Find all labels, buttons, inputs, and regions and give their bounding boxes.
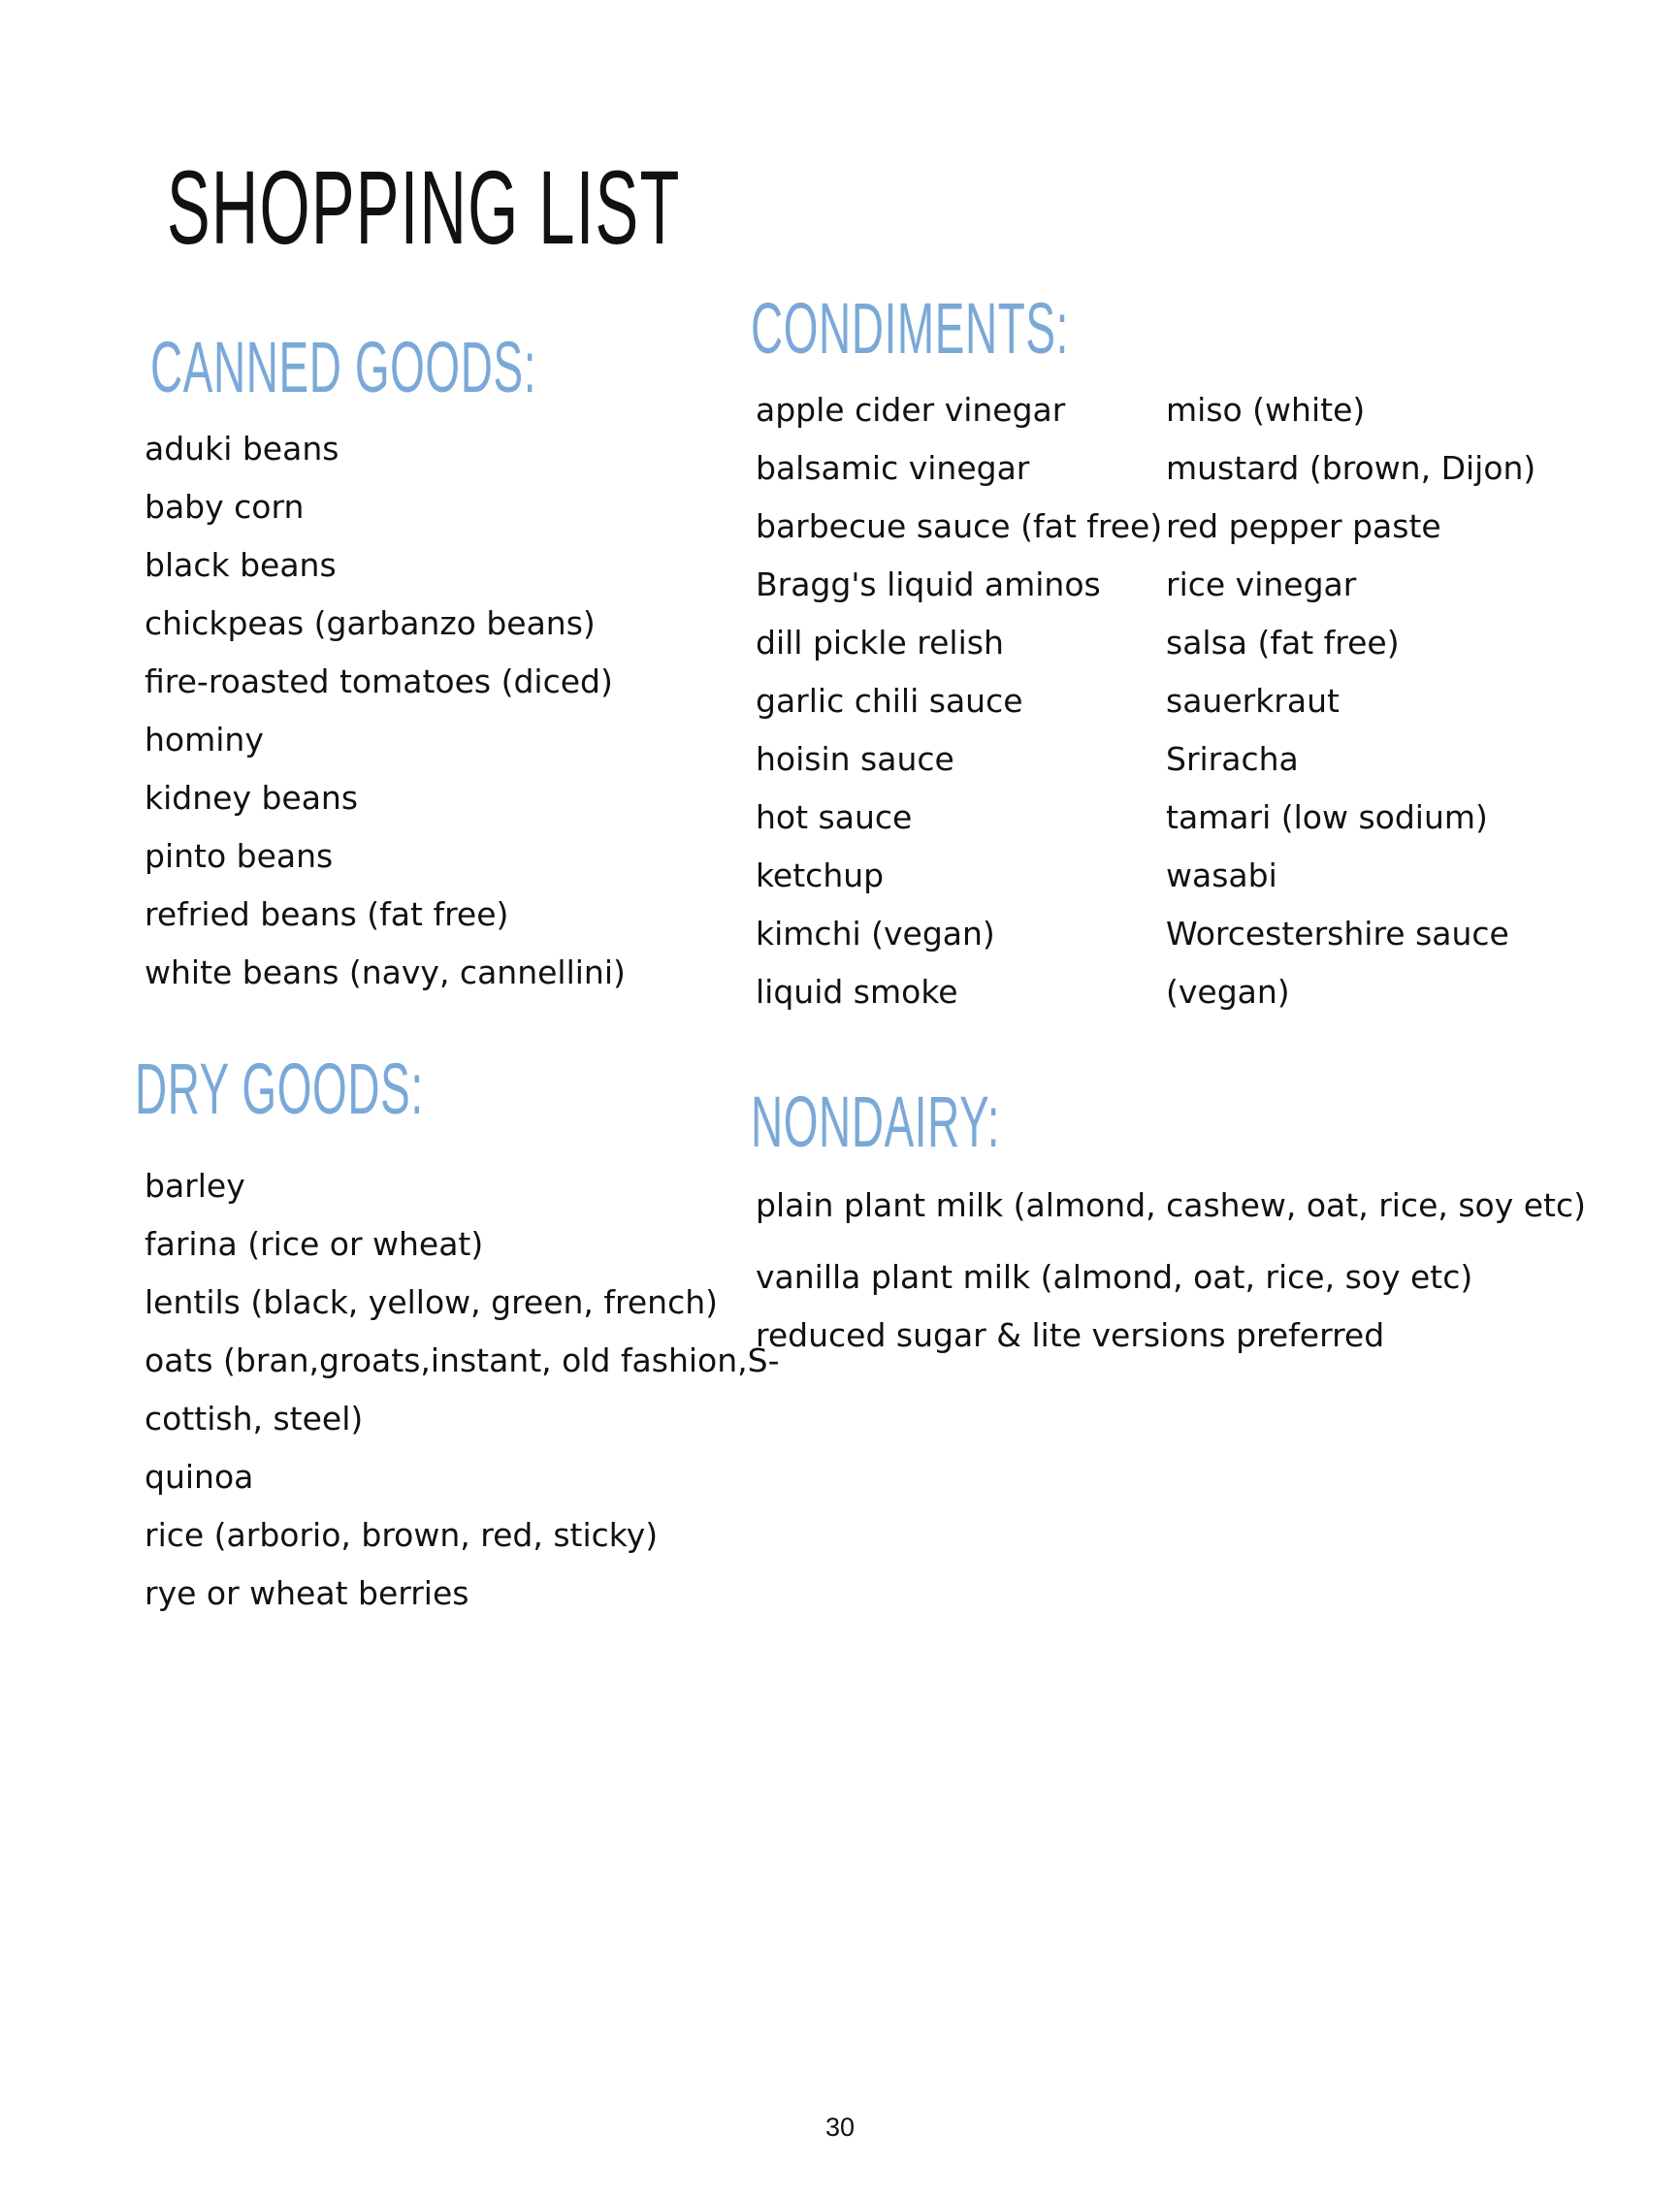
list-item: liquid smoke: [756, 973, 958, 1011]
list-item: tamari (low sodium): [1166, 798, 1488, 836]
list-item: reduced sugar & lite versions preferred: [756, 1316, 1385, 1354]
list-item: hoisin sauce: [756, 740, 954, 778]
list-item: red pepper paste: [1166, 507, 1441, 545]
list-item: white beans (navy, cannellini): [145, 953, 626, 991]
list-item: oats (bran,groats,instant, old fashion,S-: [145, 1341, 780, 1379]
condiments-list-col2: [1166, 381, 1535, 1021]
list-item: kimchi (vegan): [756, 915, 995, 953]
list-item: rice (arborio, brown, red, sticky): [145, 1516, 659, 1554]
list-item: aduki beans: [145, 430, 339, 468]
list-item: vanilla plant milk (almond, oat, rice, soy etc): [756, 1258, 1473, 1296]
list-item: ketchup: [756, 856, 885, 894]
nondairy-heading: NONDAIRY:: [751, 1082, 1001, 1162]
list-item: farina (rice or wheat): [145, 1225, 484, 1263]
dry-goods-heading: DRY GOODS:: [135, 1049, 424, 1129]
list-item: salsa (fat free): [1166, 624, 1400, 662]
list-item: dill pickle relish: [756, 624, 1004, 662]
condiments-heading: CONDIMENTS:: [751, 288, 1069, 369]
list-item: refried beans (fat free): [145, 895, 509, 933]
canned-goods-list: [145, 420, 626, 1002]
list-item: barley: [145, 1167, 245, 1205]
list-item: baby corn: [145, 488, 305, 526]
list-item: Worcestershire sauce: [1166, 915, 1509, 953]
nondairy-list: [756, 1177, 1586, 1365]
list-item: kidney beans: [145, 779, 359, 817]
list-item: mustard (brown, Dijon): [1166, 449, 1536, 487]
list-item: quinoa: [145, 1458, 254, 1496]
list-item: barbecue sauce (fat free): [756, 507, 1163, 545]
list-item: hominy: [145, 721, 264, 759]
list-item: hot sauce: [756, 798, 913, 836]
page-title: SHOPPING LIST: [167, 148, 681, 266]
list-item: rice vinegar: [1166, 565, 1357, 603]
list-item: balsamic vinegar: [756, 449, 1030, 487]
dry-goods-list: [145, 1157, 780, 1623]
list-item: black beans: [145, 546, 337, 584]
list-item: plain plant milk (almond, cashew, oat, rice, soy etc): [756, 1186, 1587, 1224]
list-item: chickpeas (garbanzo beans): [145, 604, 596, 642]
list-item: (vegan): [1166, 973, 1290, 1011]
canned-goods-heading: CANNED GOODS:: [150, 327, 537, 407]
list-item: miso (white): [1166, 391, 1366, 429]
list-item: pinto beans: [145, 837, 334, 875]
page-number: 30: [824, 2113, 856, 2142]
list-item: garlic chili sauce: [756, 682, 1023, 720]
list-item: wasabi: [1166, 856, 1277, 894]
list-item: Sriracha: [1166, 740, 1299, 778]
list-item: fire-roasted tomatoes (diced): [145, 662, 613, 700]
list-item: Bragg's liquid aminos: [756, 565, 1101, 603]
list-item: rye or wheat berries: [145, 1574, 469, 1612]
list-item: apple cider vinegar: [756, 391, 1066, 429]
list-item: cottish, steel): [145, 1400, 364, 1437]
list-item: lentils (black, yellow, green, french): [145, 1283, 719, 1321]
list-item: sauerkraut: [1166, 682, 1340, 720]
condiments-list-col1: [756, 381, 1162, 1021]
